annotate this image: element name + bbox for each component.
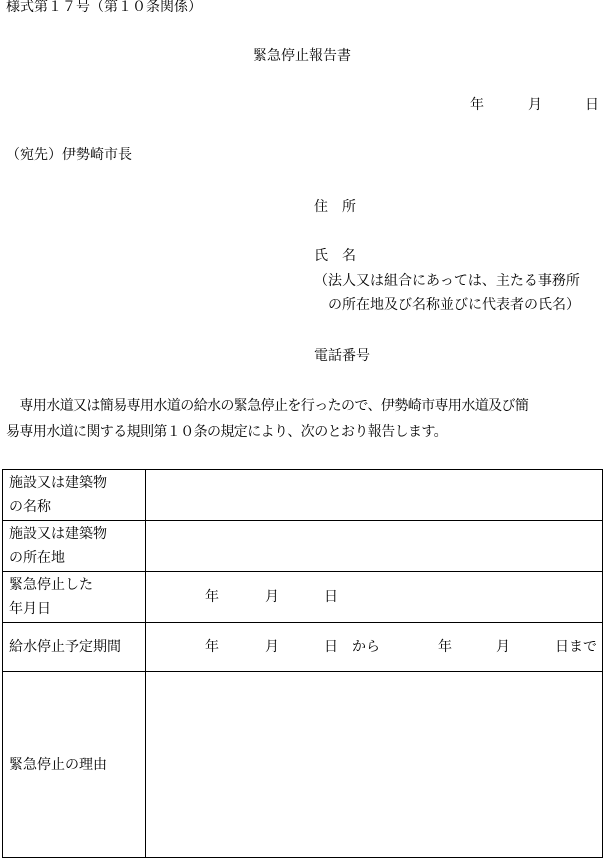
- phone-label: 電話番号: [314, 348, 370, 364]
- stop-date-day: 日: [324, 589, 338, 605]
- stop-date-label-line-2: 年月日: [9, 601, 51, 617]
- table-row: [3, 572, 603, 623]
- date-year-label: 年: [470, 97, 484, 113]
- facility-location-field[interactable]: [146, 521, 603, 572]
- date-day-label: 日: [585, 97, 599, 113]
- name-note-line-1: （法人又は組合にあっては、主たる事務所: [314, 273, 580, 289]
- period-to-day: 日まで: [555, 639, 597, 655]
- reason-label: 緊急停止の理由: [3, 672, 146, 858]
- facility-location-label-line-1: 施設又は建築物: [9, 526, 107, 542]
- stop-date-label: [3, 572, 146, 623]
- name-label: 氏 名: [314, 248, 356, 264]
- stop-date-month: 月: [265, 589, 279, 605]
- report-table: [2, 469, 603, 858]
- period-from-month: 月: [265, 639, 279, 655]
- table-row: [3, 623, 603, 672]
- period-from-day: 日 から: [324, 639, 380, 655]
- facility-name-label-line-2: の名称: [9, 499, 51, 515]
- period-to-month: 月: [496, 639, 510, 655]
- body-text-line-1: 専用水道又は簡易専用水道の給水の緊急停止を行ったので、伊勢崎市専用水道及び簡: [6, 398, 529, 414]
- period-field[interactable]: [146, 623, 603, 672]
- reason-field[interactable]: [146, 672, 603, 858]
- table-row: [3, 470, 603, 521]
- form-number: 様式第１７号（第１０条関係）: [6, 0, 202, 15]
- date-month-label: 月: [528, 97, 542, 113]
- facility-name-field[interactable]: [146, 470, 603, 521]
- facility-location-label-line-2: の所在地: [9, 550, 65, 566]
- name-note-line-2: の所在地及び名称並びに代表者の氏名）: [328, 297, 580, 313]
- facility-location-label: [3, 521, 146, 572]
- stop-date-field[interactable]: [146, 572, 603, 623]
- address-label: 住 所: [314, 199, 356, 215]
- stop-date-label-line-1: 緊急停止した: [9, 577, 93, 593]
- document-title: 緊急停止報告書: [253, 48, 351, 64]
- facility-name-label-line-1: 施設又は建築物: [9, 475, 107, 491]
- body-text-line-2: 易専用水道に関する規則第１０条の規定により、次のとおり報告します。: [6, 424, 448, 440]
- facility-name-label: [3, 470, 146, 521]
- period-label: 給水停止予定期間: [3, 623, 146, 672]
- table-row: [3, 521, 603, 572]
- stop-date-year: 年: [205, 589, 219, 605]
- period-to-year: 年: [438, 639, 452, 655]
- addressee: （宛先）伊勢崎市長: [6, 147, 132, 163]
- table-row: [3, 672, 603, 858]
- period-from-year: 年: [205, 639, 219, 655]
